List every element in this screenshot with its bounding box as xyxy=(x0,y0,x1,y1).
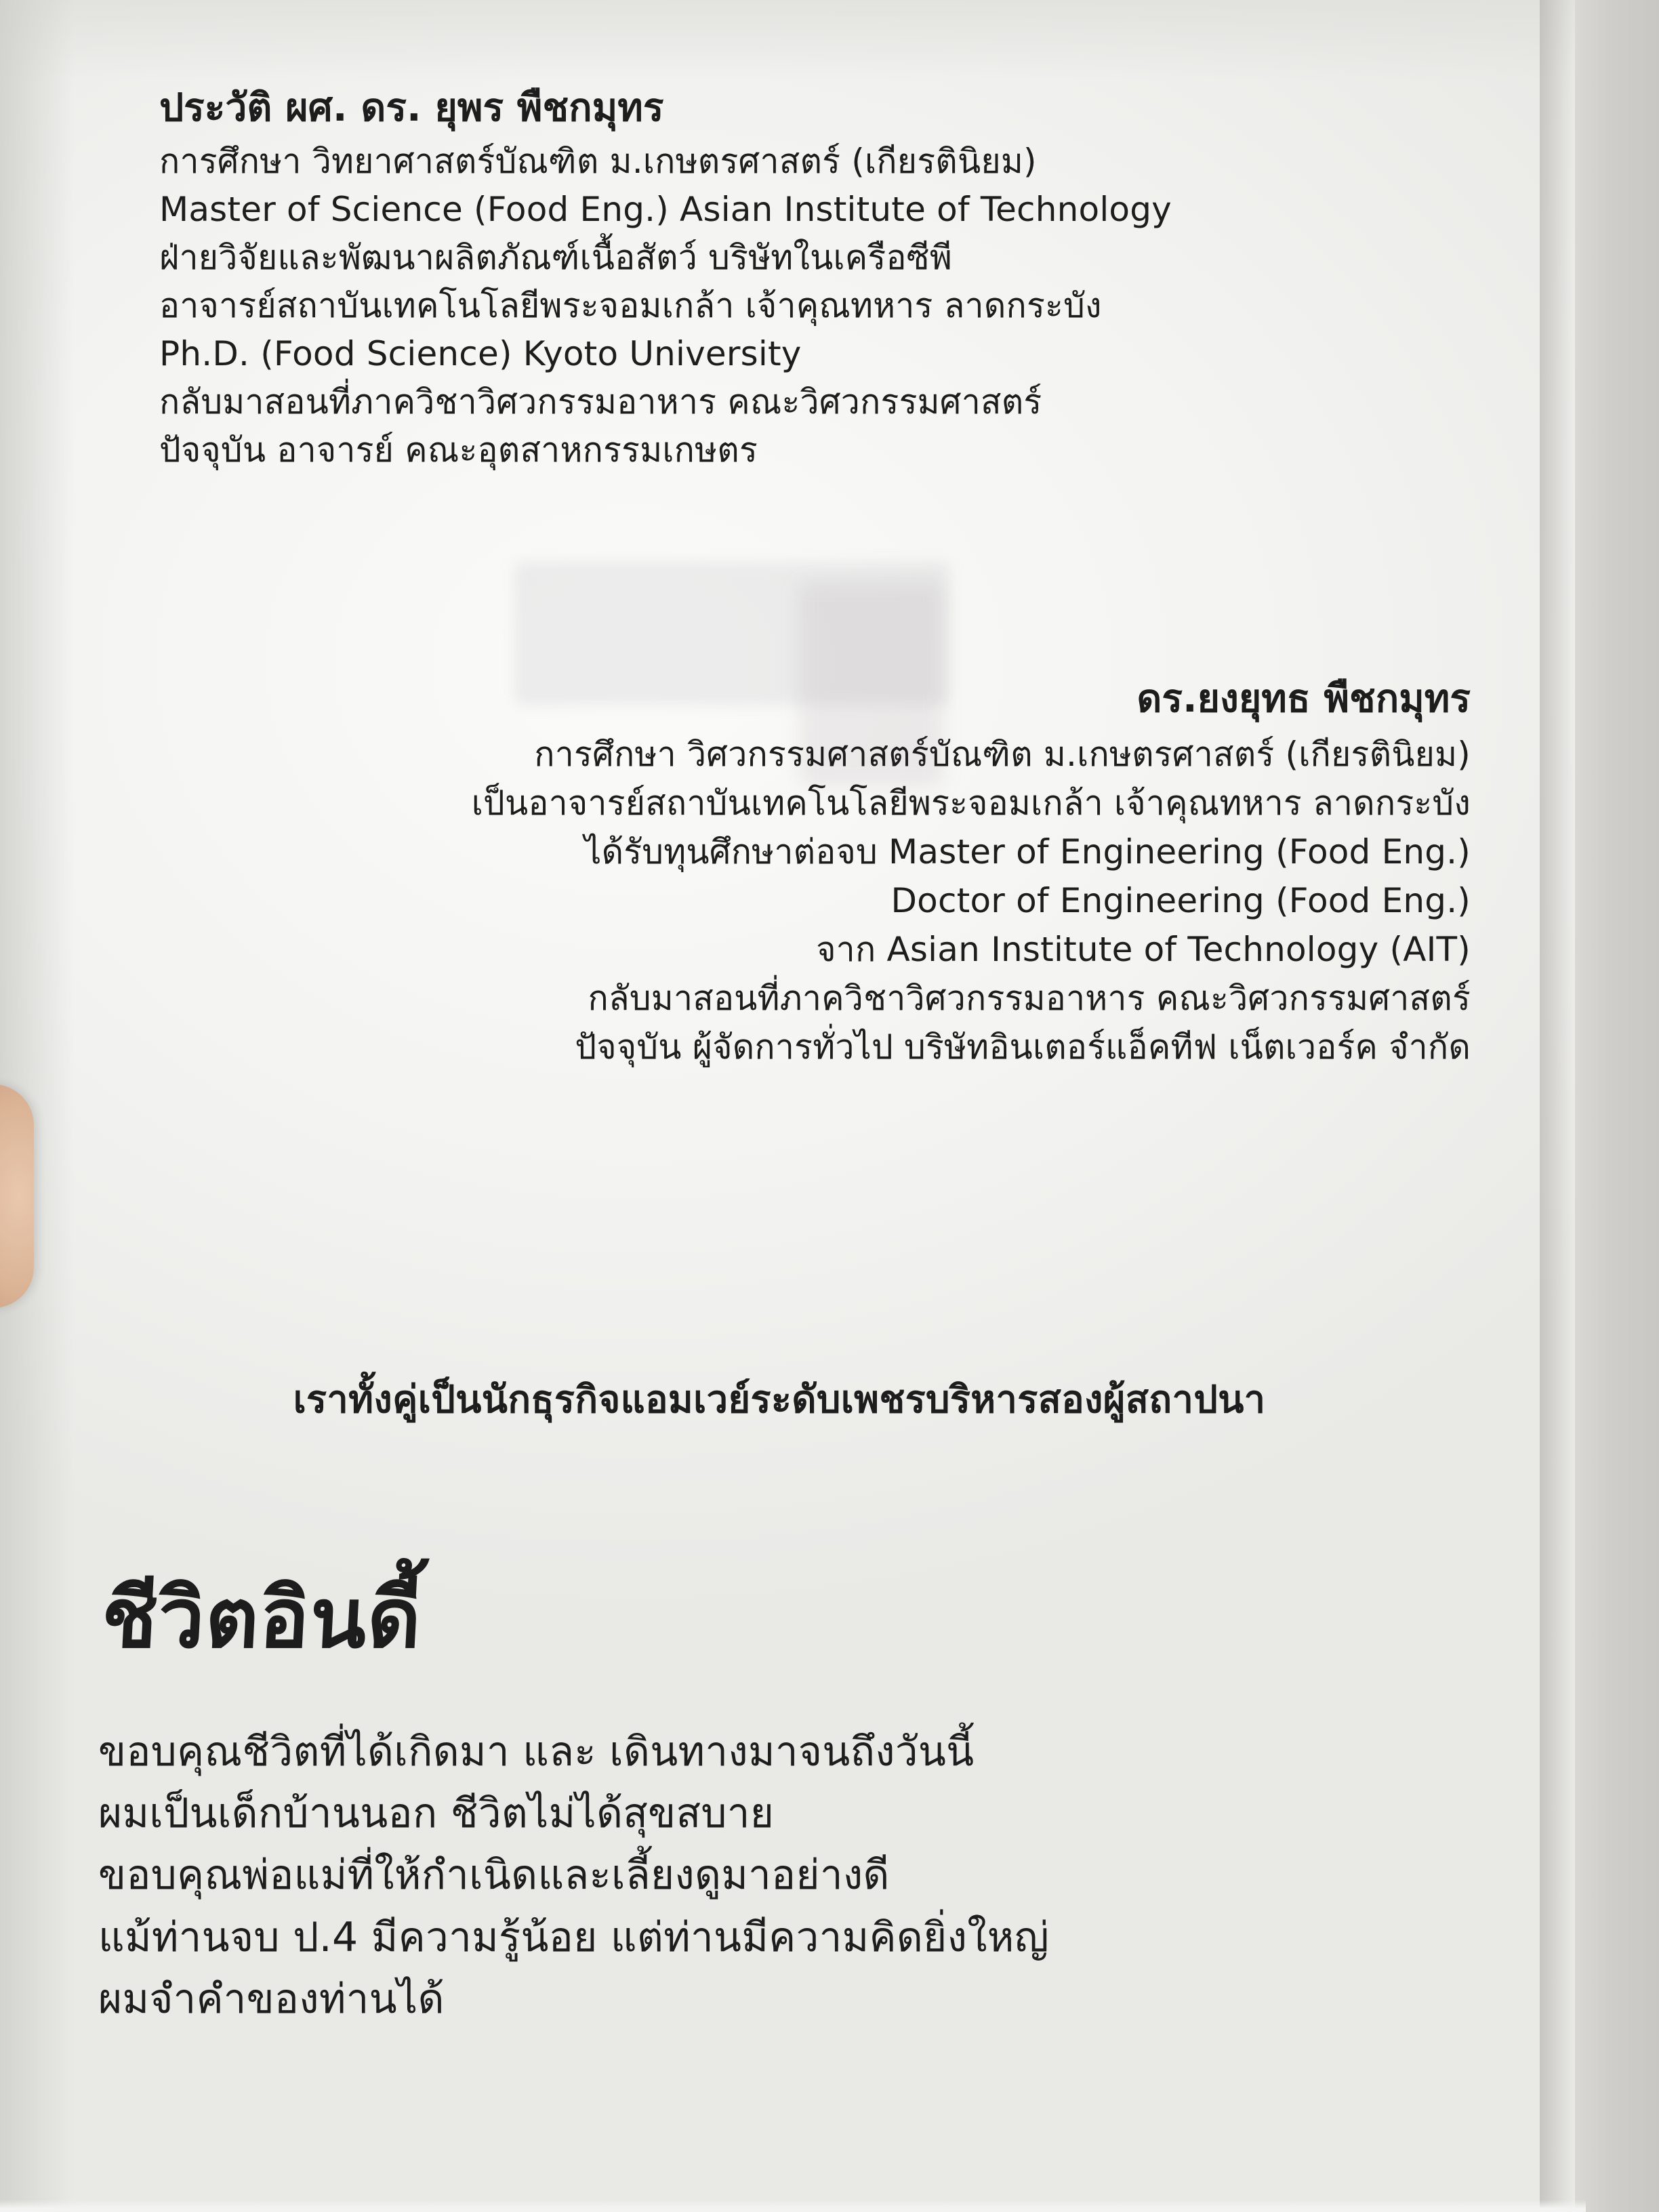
biography-second-line: เป็นอาจารย์สถาบันเทคโนโลยีพระจอมเกล้า เจ้าคุณทหาร ลาดกระบัง xyxy=(471,783,1471,823)
biography-first-author xyxy=(159,80,1467,474)
biography-second-line: จาก Asian Institute of Technology (AIT) xyxy=(816,929,1471,969)
body-line: แม้ท่านจบ ป.4 มีความรู้น้อย แต่ท่านมีความคิดยิ่งใหญ่ xyxy=(98,1913,1050,1961)
biography-first-line: กลับมาสอนที่ภาควิชาวิศวกรรมอาหาร คณะวิศวกรรมศาสตร์ xyxy=(159,382,1042,422)
tagline-text: เราทั้งคู่เป็นนักธุรกิจแอมเวย์ระดับเพชรบริหารสองผู้สถาปนา xyxy=(293,1378,1266,1422)
biography-first-heading: ประวัติ ผศ. ดร. ยุพร พืชกมุทร xyxy=(159,85,664,130)
biography-second-line: ปัจจุบัน ผู้จัดการทั่วไป บริษัทอินเตอร์แอ็คทีฟ เน็ตเวอร์ค จำกัด xyxy=(575,1027,1471,1067)
body-line: ผมเป็นเด็กบ้านนอก ชีวิตไม่ได้สุขสบาย xyxy=(98,1790,775,1838)
biography-second-line: กลับมาสอนที่ภาควิชาวิศวกรรมอาหาร คณะวิศวกรรมศาสตร์ xyxy=(588,978,1471,1018)
biography-first-line: Ph.D. (Food Science) Kyoto University xyxy=(159,333,802,373)
section-heading: ชีวิตอินดี้ xyxy=(99,1569,425,1666)
biography-second-line: Doctor of Engineering (Food Eng.) xyxy=(890,880,1471,920)
page-bottom-fade xyxy=(0,2200,1586,2212)
biography-first-line: อาจารย์สถาบันเทคโนโลยีพระจอมเกล้า เจ้าคุณทหาร ลาดกระบัง xyxy=(159,285,1102,325)
body-line: ผมจำคำของท่านได้ xyxy=(98,1975,445,2023)
biography-second-heading: ดร.ยงยุทธ พืชกมุทร xyxy=(1136,676,1471,721)
biography-first-line: การศึกษา วิทยาศาสตร์บัณฑิต ม.เกษตรศาสตร์ (เกียรตินิยม) xyxy=(159,141,1037,181)
biography-second-author xyxy=(217,671,1471,1071)
body-line: ขอบคุณชีวิตที่ได้เกิดมา และ เดินทางมาจนถึงวันนี้ xyxy=(98,1728,975,1776)
biography-first-line: Master of Science (Food Eng.) Asian Institute of Technology xyxy=(159,189,1172,229)
biography-first-line: ฝ่ายวิจัยและพัฒนาผลิตภัณฑ์เนื้อสัตว์ บริษัทในเครือซีพี xyxy=(159,237,952,277)
section-body xyxy=(98,1721,1488,2030)
body-line: ขอบคุณพ่อแม่ที่ให้กำเนิดและเลี้ยงดูมาอย่างดี xyxy=(98,1851,890,1900)
biography-second-line: การศึกษา วิศวกรรมศาสตร์บัณฑิต ม.เกษตรศาสตร์ (เกียรตินิยม) xyxy=(534,734,1471,774)
background-outside-page xyxy=(1575,0,1659,2212)
biography-first-line: ปัจจุบัน อาจารย์ คณะอุตสาหกรรมเกษตร xyxy=(159,430,758,470)
biography-second-line: ได้รับทุนศึกษาต่อจบ Master of Engineering (Food Eng.) xyxy=(584,832,1471,872)
